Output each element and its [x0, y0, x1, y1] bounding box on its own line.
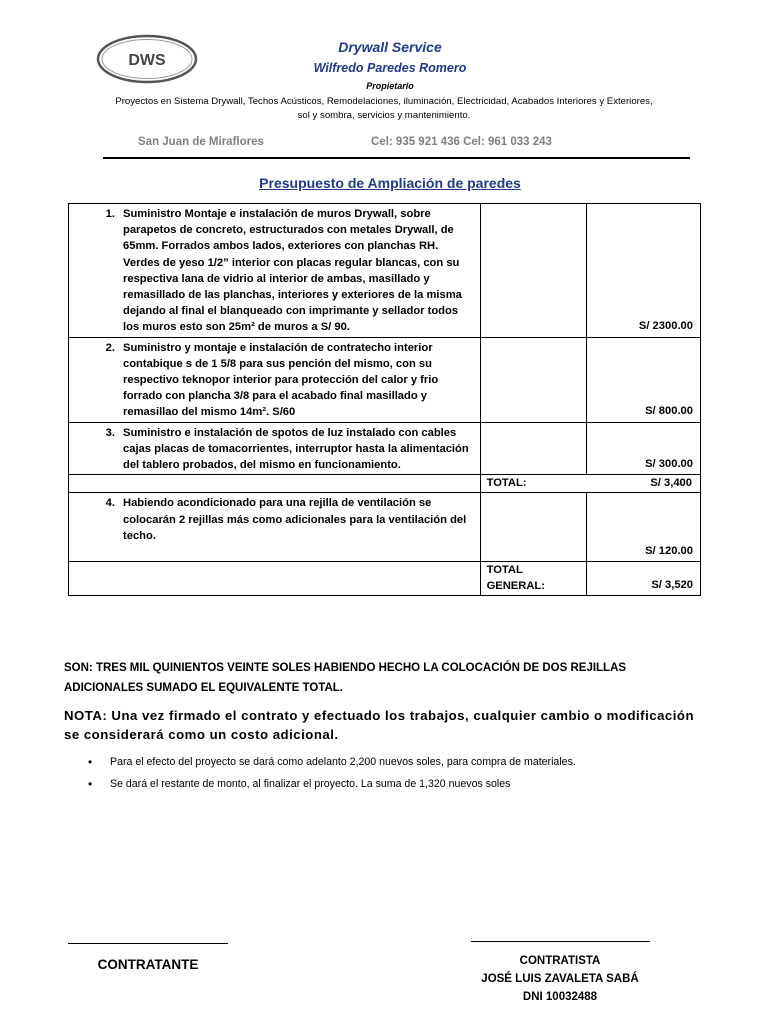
item-description-cell — [69, 204, 481, 338]
table-row — [69, 422, 701, 475]
item-amount: S/ 120.00 — [645, 544, 693, 557]
contratista-block — [460, 952, 660, 1006]
item-amount: S/ 300.00 — [645, 458, 693, 471]
contratista-name: JOSÉ LUIS ZAVALETA SABÁ — [481, 973, 639, 985]
owner-name: Wilfredo Paredes Romero — [313, 61, 467, 75]
owner-role: Propietario — [366, 81, 414, 91]
phone-numbers: Cel: 935 921 436 Cel: 961 033 243 — [371, 136, 552, 148]
empty-cell — [69, 562, 481, 596]
contratante-label: CONTRATANTE — [97, 957, 199, 972]
grand-total-label-1: TOTAL — [486, 564, 523, 577]
item-amount-cell — [587, 493, 701, 562]
contratista-signature-line — [471, 941, 650, 942]
location: San Juan de Miraflores — [138, 136, 264, 148]
table-row — [69, 337, 701, 422]
item-description-cell — [69, 493, 481, 562]
item-number: 2. — [105, 341, 115, 354]
services-description — [80, 95, 688, 123]
dws-logo — [96, 34, 198, 84]
contratante-signature-line — [68, 943, 228, 944]
item-number: 1. — [105, 208, 115, 220]
subtotal-amount: S/ 3,400 — [650, 477, 692, 490]
item-amount-cell — [587, 337, 701, 422]
list-item — [88, 752, 708, 774]
empty-cell — [480, 493, 587, 562]
subtotal-cell — [480, 475, 700, 493]
empty-cell — [480, 337, 587, 422]
grand-total-amount-cell — [587, 562, 701, 596]
empty-cell — [69, 475, 481, 493]
services-line-2: sol y sombra, servicios y mantenimiento. — [297, 110, 471, 121]
contratista-id: DNI 10032488 — [522, 991, 598, 1003]
item-amount-cell — [587, 422, 701, 475]
item-number: 4. — [105, 497, 115, 510]
payment-terms-list — [88, 752, 708, 795]
item-amount: S/ 2300.00 — [638, 320, 693, 333]
item-description-cell — [69, 422, 481, 475]
item-number: 3. — [105, 426, 115, 439]
grand-total-label-2: GENERAL: — [486, 580, 545, 593]
budget-table — [68, 203, 701, 596]
table-row — [69, 493, 701, 562]
table-row — [69, 204, 701, 338]
list-item-text: Para el efecto del proyecto se dará como adelanto 2,200 nuevos soles, para compra de materiales. — [110, 756, 576, 768]
document-title-text: Presupuesto de Ampliación de paredes — [259, 175, 521, 191]
contratista-role: CONTRATISTA — [519, 955, 601, 967]
company-name: Drywall Service — [338, 39, 442, 55]
amount-in-words: SON: TRES MIL QUINIENTOS VEINTE SOLES HABIENDO HECHO LA COLOCACIÓN DE DOS REJILLAS ADICIONALES SUMADO EL EQUIVALENTE TOTAL. — [64, 662, 627, 694]
item-text: Suministro Montaje e instalación de muros Drywall, sobre parapetos de concreto, estructurados con metales Drywall, de 65mm. Forrados ambos lados, exteriores con planchas RH. Verdes de yeso 1/2” interior con placas regular blancas, con su respectiva lana de vidrio al interior de ambas, masillado y remasillado de las planchas, interiores y exteriores de la misma dejando al final el blanqueado con imprimante y sellador todos los muros esto son 25m² de muros a S/ 90. — [123, 208, 462, 334]
item-amount: S/ 800.00 — [645, 405, 693, 418]
grand-total-amount: S/ 3,520 — [651, 579, 693, 592]
subtotal-row — [69, 475, 701, 493]
grand-total-row — [69, 562, 701, 596]
logo-text: DWS — [128, 52, 166, 69]
list-item-text: Se dará el restante de monto, al finalizar el proyecto. La suma de 1,320 nuevos soles — [110, 777, 511, 790]
empty-cell — [480, 204, 587, 338]
bullet-icon: • — [88, 776, 93, 791]
note: NOTA: Una vez firmado el contrato y efectuado los trabajos, cualquier cambio o modificación se considerará como un costo adicional. — [64, 708, 695, 742]
item-text: Suministro e instalación de spotos de luz instalado con cables cajas placas de tomacorrientes, interruptor hasta la alimentación del tablero probados, del mismo en funcionamiento. — [123, 426, 469, 472]
empty-cell — [480, 422, 587, 475]
item-amount-cell — [587, 204, 701, 338]
list-item — [88, 774, 708, 796]
item-description-cell — [69, 337, 481, 422]
item-text: Suministro y montaje e instalación de contratecho interior contabique s de 1 5/8 para sus pención del mismo, con su respectivo teknopor interior para protección del calor y frio forrado con plancha 3/8 para el acabado final masillado y remasillao del mismo 14m². S/60 — [123, 341, 439, 419]
item-text: Habiendo acondicionado para una rejilla de ventilación se colocarán 2 rejillas más como adicionales para la ventilación del techo. — [123, 497, 467, 542]
document-title — [170, 175, 610, 191]
header-divider — [103, 157, 690, 159]
services-line-1: Proyectos en Sistema Drywall, Techos Acústicos, Remodelaciones, iluminación, Electricidad, Acabados Interiores y Exteriores, — [115, 96, 653, 107]
subtotal-label: TOTAL: — [486, 477, 527, 490]
bullet-icon: • — [88, 755, 93, 769]
grand-total-label-cell — [480, 562, 587, 596]
